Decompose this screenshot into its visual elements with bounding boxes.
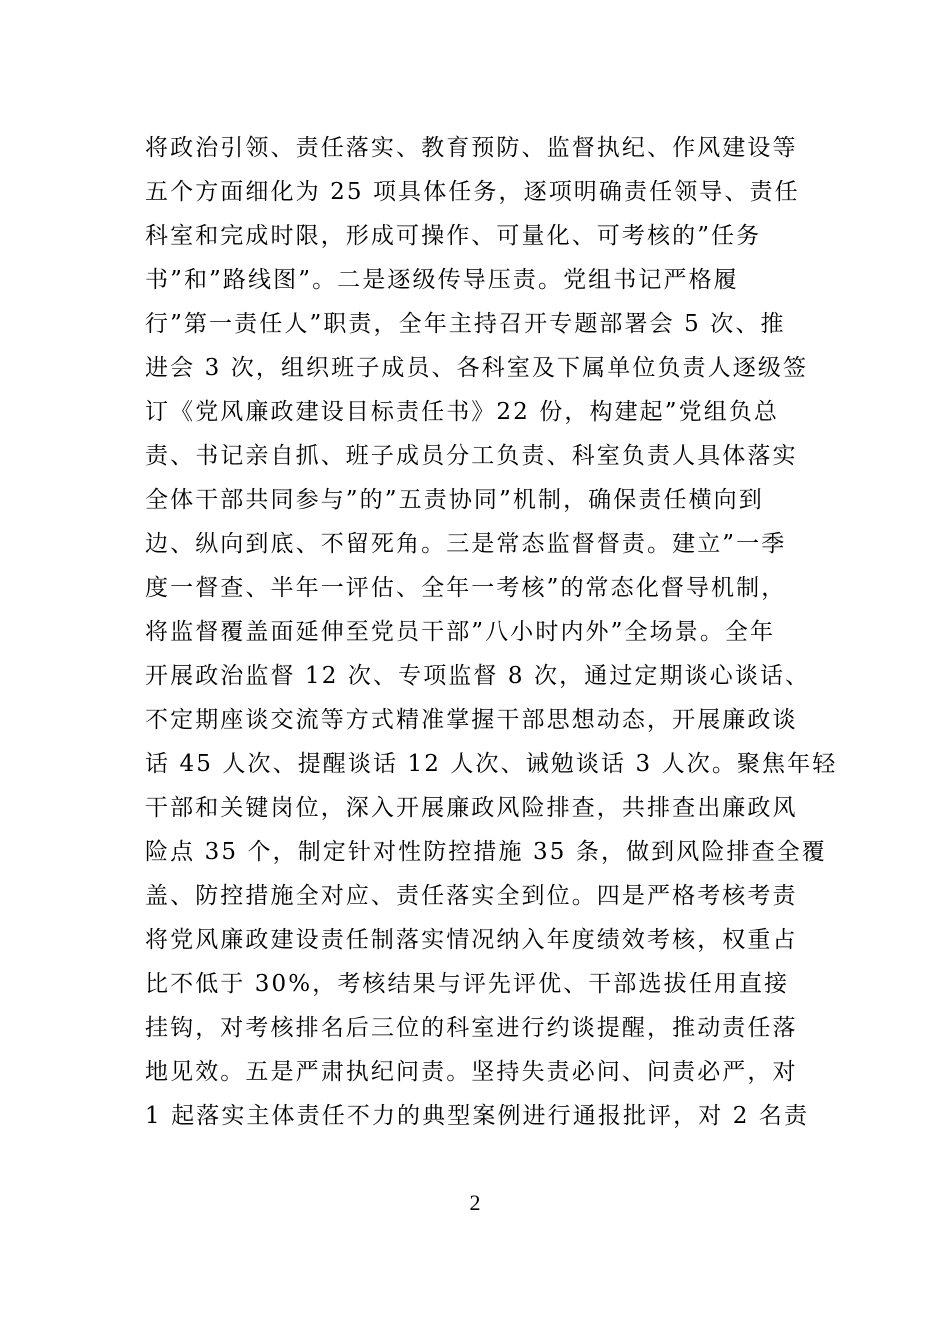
text-line: 不定期座谈交流等方式精准掌握干部思想动态，开展廉政谈: [145, 707, 798, 733]
text-line: 险点 35 个，制定针对性防控措施 35 条，做到风险排查全覆: [145, 839, 827, 865]
text-line: 进会 3 次，组织班子成员、各科室及下属单位负责人逐级签: [145, 355, 809, 381]
text-line: 全体干部共同参与”的”五责协同”机制，确保责任横向到: [145, 487, 764, 513]
text-line: 责、书记亲自抓、班子成员分工负责、科室负责人具体落实: [145, 443, 798, 469]
text-line: 话 45 人次、提醒谈话 12 人次、诫勉谈话 3 人次。聚焦年轻: [145, 751, 838, 777]
text-line: 度一督查、半年一评估、全年一考核”的常态化督导机制，: [145, 575, 787, 601]
body-text: [145, 126, 838, 1138]
text-line: 五个方面细化为 25 项具体任务，逐项明确责任领导、责任: [145, 179, 800, 205]
text-line: 开展政治监督 12 次、专项监督 8 次，通过定期谈心谈话、: [145, 663, 811, 689]
text-line: 将党风廉政建设责任制落实情况纳入年度绩效考核，权重占: [145, 927, 798, 953]
text-line: 书”和”路线图”。二是逐级传导压责。党组书记严格履: [145, 267, 739, 293]
text-line: 行”第一责任人”职责，全年主持召开专题部署会 5 次、推: [145, 311, 786, 337]
text-line: 干部和关键岗位，深入开展廉政风险排查，共排查出廉政风: [145, 795, 798, 821]
text-line: 比不低于 30%，考核结果与评先评优、干部选拔任用直接: [145, 971, 790, 997]
text-line: 科室和完成时限，形成可操作、可量化、可考核的”任务: [145, 223, 762, 249]
text-line: 盖、防控措施全对应、责任落实全到位。四是严格考核考责: [145, 883, 798, 909]
page-number: 2: [469, 1190, 481, 1215]
text-line: 挂钩，对考核排名后三位的科室进行约谈提醒，推动责任落: [145, 1015, 798, 1041]
text-line: 地见效。五是严肃执纪问责。坚持失责必问、问责必严，对: [145, 1059, 798, 1085]
text-line: 将监督覆盖面延伸至党员干部”八小时内外”全场景。全年: [145, 619, 776, 645]
text-line: 订《党风廉政建设目标责任书》22 份，构建起”党组负总: [145, 399, 780, 425]
text-line: 边、纵向到底、不留死角。三是常态监督督责。建立”一季: [145, 531, 787, 557]
text-line: 将政治引领、责任落实、教育预防、监督执纪、作风建设等: [145, 135, 798, 161]
text-line: 1 起落实主体责任不力的典型案例进行通报批评，对 2 名责: [145, 1103, 810, 1129]
